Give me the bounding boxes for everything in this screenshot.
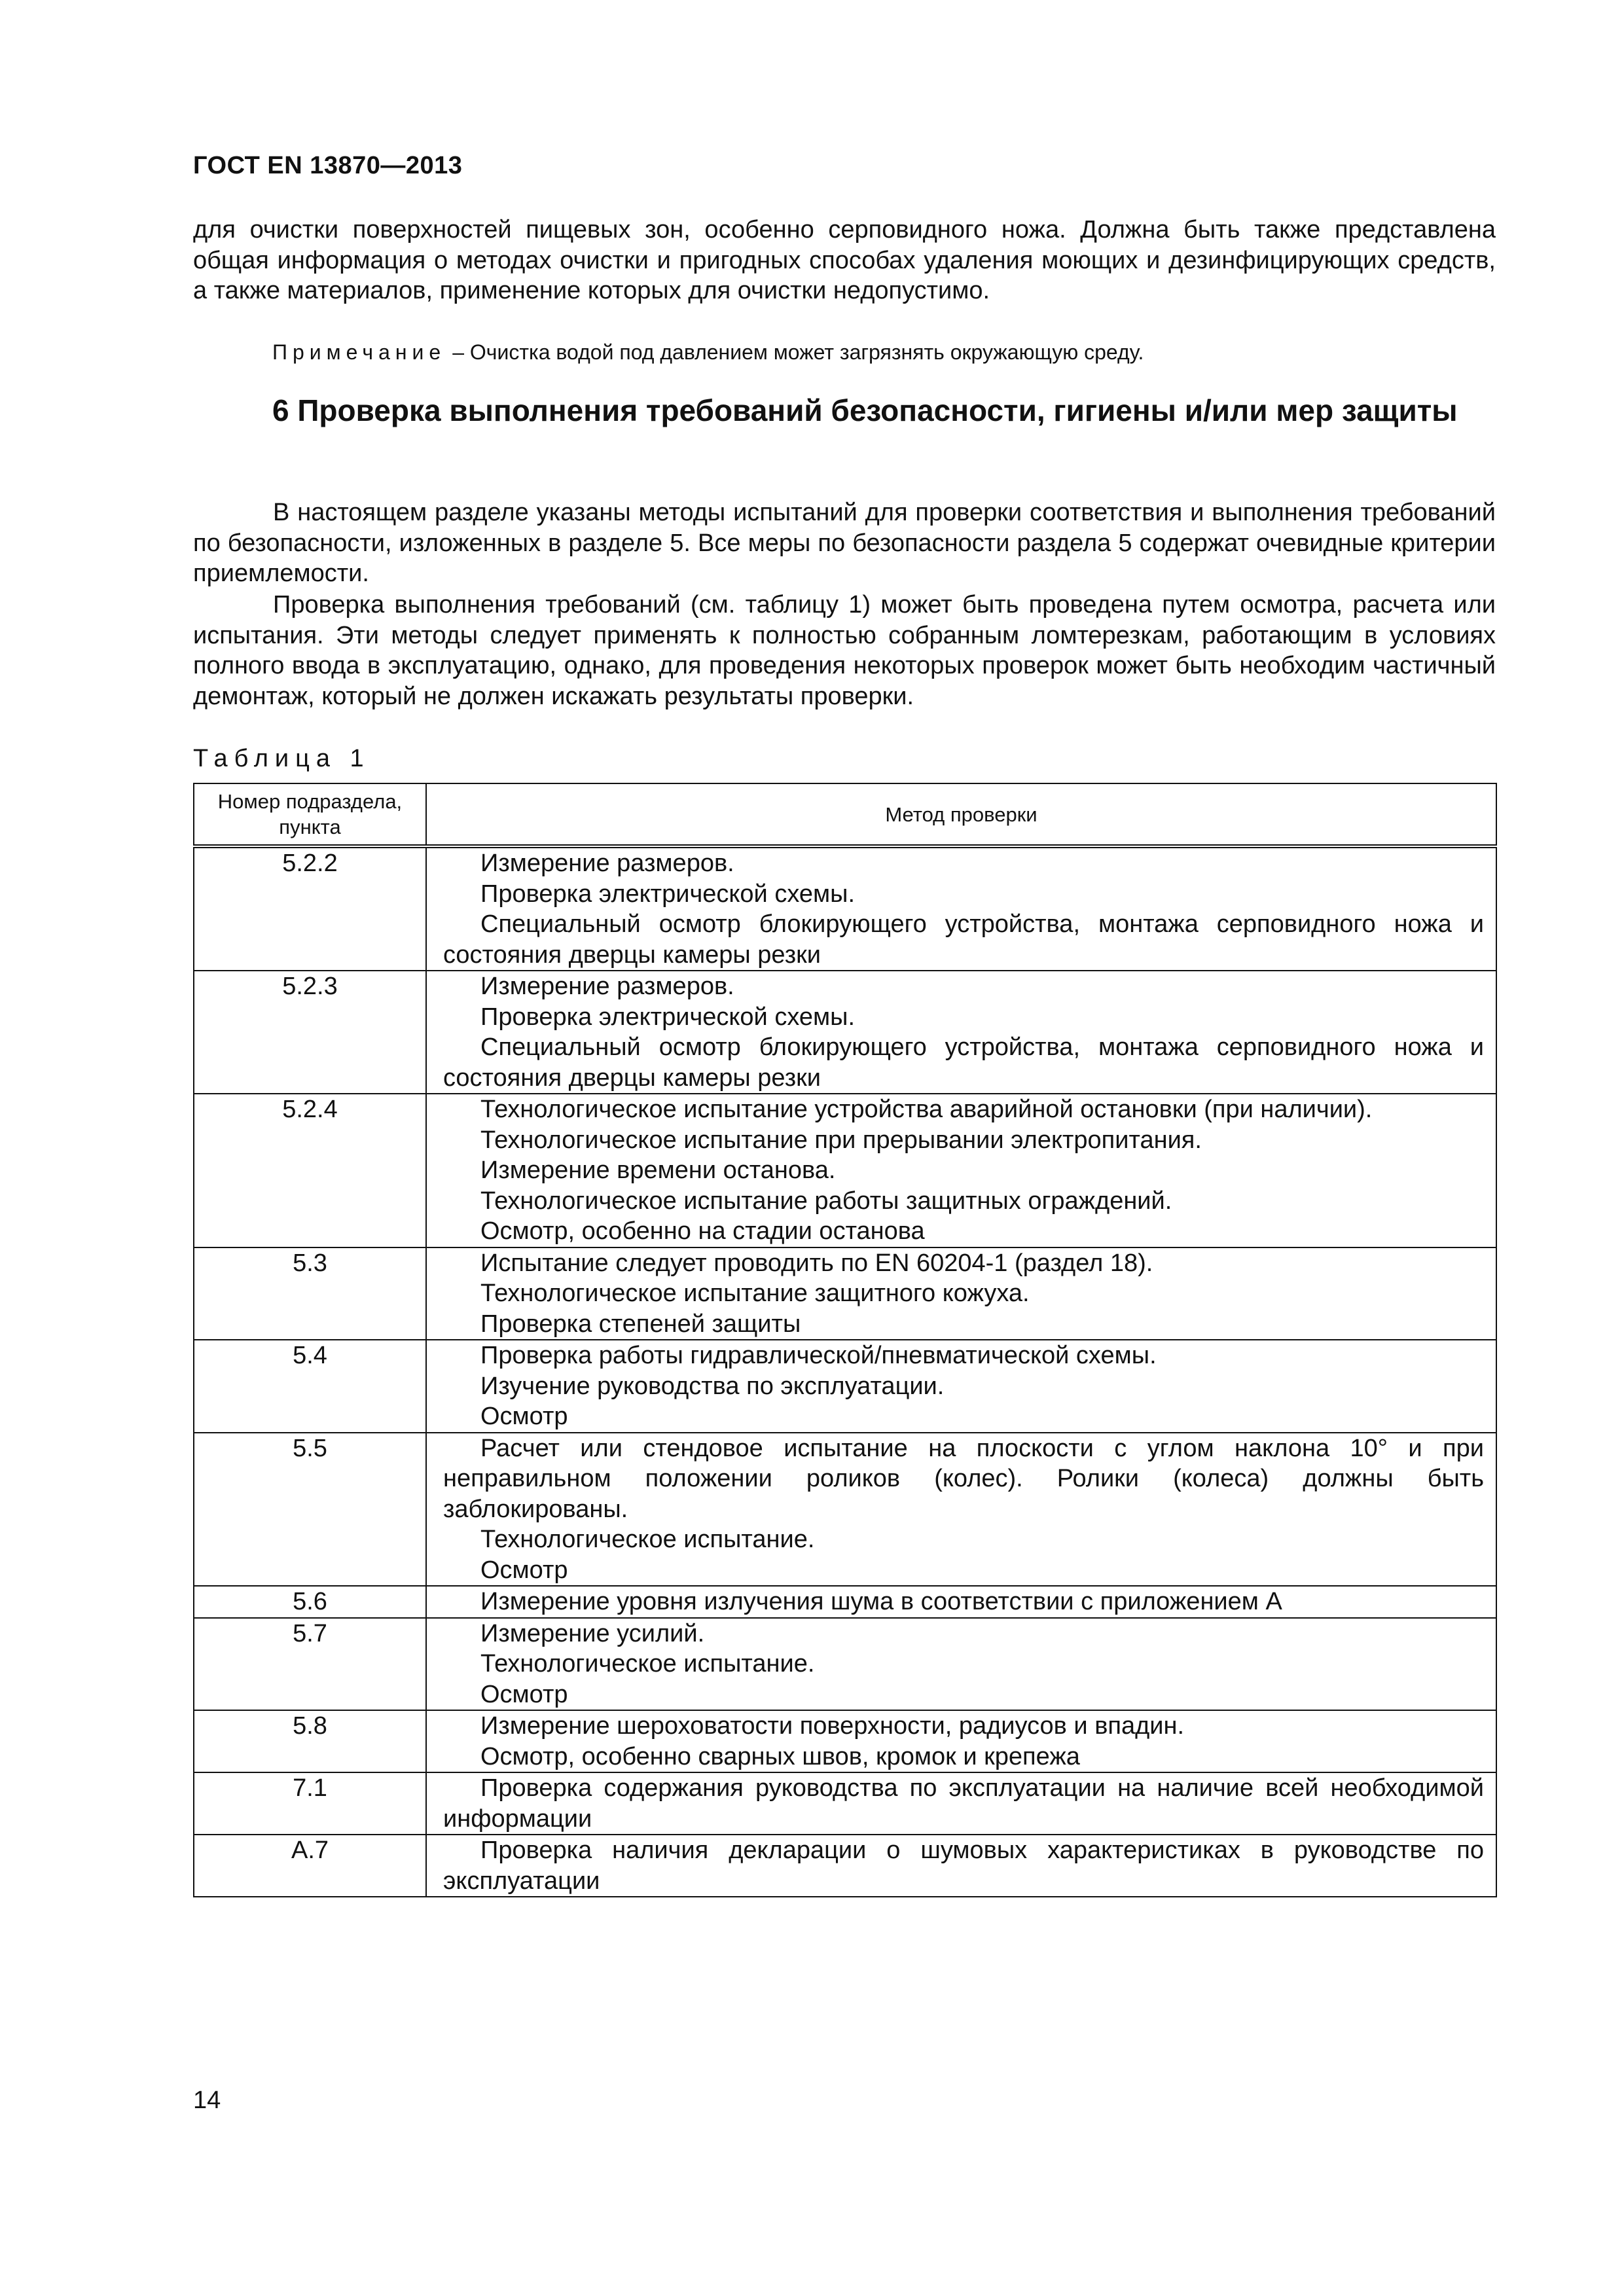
section-paragraph-1: В настоящем разделе указаны методы испытаний для проверки соответствия и выполнения требований по безопасности, изложенных в разделе 5. Все меры по безопасности раздела 5 содержат очевидные критерии приемлемости. — [193, 499, 1496, 587]
table-body — [194, 846, 1496, 1897]
method-line: Проверка работы гидравлической/пневматической схемы. — [480, 1342, 1157, 1369]
table-row — [194, 1094, 1496, 1247]
method-line: Проверка электрической схемы. — [480, 880, 856, 908]
verification-table — [193, 783, 1497, 1897]
row-method-cell — [426, 1247, 1496, 1340]
row-method-cell — [426, 1835, 1496, 1897]
method-line: Испытание следует проводить по EN 60204-1 (раздел 18). — [480, 1249, 1153, 1277]
method-line: Измерение времени останова. — [480, 1157, 836, 1184]
method-line: Специальный осмотр блокирующего устройства, монтажа серповидного ножа и состояния дверцы камеры резки — [443, 910, 1484, 969]
method-line: Измерение размеров. — [480, 973, 734, 1000]
method-line: Проверка содержания руководства по эксплуатации на наличие всей необходимой информации — [443, 1774, 1484, 1833]
table-caption: Таблица 1 — [193, 745, 370, 772]
section-paragraph-2: Проверка выполнения требований (см. таблицу 1) может быть проведена путем осмотра, расчета или испытания. Эти методы следует применять к полностью собранным ломтерезкам, работающим в условиях полного ввода в эксплуатацию, однако, для проведения некоторых проверок может быть необходим частичный демонтаж, который не должен искажать результаты проверки. — [193, 591, 1496, 710]
row-number-cell: 5.3 — [194, 1247, 426, 1340]
table-row — [194, 1247, 1496, 1340]
note — [272, 339, 1496, 365]
document-header: ГОСТ EN 13870—2013 — [193, 152, 463, 179]
table-row — [194, 1772, 1496, 1835]
row-method-cell — [426, 1710, 1496, 1772]
note-text: – Очистка водой под давлением может загрязнять окружающую среду. — [452, 340, 1144, 364]
row-number-cell: 5.5 — [194, 1433, 426, 1587]
row-method-cell — [426, 1340, 1496, 1433]
table-row — [194, 846, 1496, 971]
row-number-cell: 5.2.4 — [194, 1094, 426, 1247]
table-row — [194, 1835, 1496, 1897]
row-number-cell: 5.2.2 — [194, 846, 426, 971]
header-verification-method: Метод проверки — [426, 783, 1496, 846]
method-line: Осмотр — [480, 1680, 568, 1708]
row-method-cell — [426, 1433, 1496, 1587]
row-number-cell: 7.1 — [194, 1772, 426, 1835]
method-line: Осмотр — [480, 1403, 568, 1430]
row-method-cell — [426, 1618, 1496, 1711]
method-line: Технологическое испытание устройства аварийной остановки (при наличии). — [480, 1096, 1373, 1123]
row-method-cell — [426, 846, 1496, 971]
method-line: Расчет или стендовое испытание на плоскости с углом наклона 10° и при неправильном положении роликов (колес). Ролики (колеса) должны быть заблокированы. — [443, 1434, 1484, 1523]
method-line: Осмотр — [480, 1556, 568, 1584]
method-line: Изучение руководства по эксплуатации. — [480, 1372, 945, 1400]
row-number-cell: 5.8 — [194, 1710, 426, 1772]
note-label: Примечание — [272, 340, 446, 364]
method-line: Технологическое испытание при прерывании электропитания. — [480, 1126, 1202, 1154]
method-line: Проверка наличия декларации о шумовых характеристиках в руководстве по эксплуатации — [443, 1837, 1484, 1895]
header-subsection-number: Номер подраздела, пункта — [194, 783, 426, 846]
row-number-cell: 5.2.3 — [194, 971, 426, 1094]
row-method-cell — [426, 1586, 1496, 1618]
table-row — [194, 1618, 1496, 1711]
table-header-row — [194, 783, 1496, 846]
table-row — [194, 1710, 1496, 1772]
method-line: Осмотр, особенно на стадии останова — [480, 1217, 925, 1245]
table-row — [194, 1433, 1496, 1587]
section-title: 6 Проверка выполнения требований безопасности, гигиены и/или мер защиты — [272, 393, 1458, 427]
table-row — [194, 971, 1496, 1094]
method-line: Технологическое испытание работы защитных ограждений. — [480, 1187, 1172, 1215]
row-method-cell — [426, 971, 1496, 1094]
row-number-cell: А.7 — [194, 1835, 426, 1897]
method-line: Измерение размеров. — [480, 850, 734, 877]
method-line: Осмотр, особенно сварных швов, кромок и крепежа — [480, 1742, 1080, 1770]
row-method-cell — [426, 1772, 1496, 1835]
method-line: Специальный осмотр блокирующего устройства, монтажа серповидного ножа и состояния дверцы камеры резки — [443, 1033, 1484, 1092]
method-line: Проверка электрической схемы. — [480, 1003, 856, 1031]
table-row — [194, 1586, 1496, 1618]
method-line: Проверка степеней защиты — [480, 1310, 801, 1338]
row-number-cell: 5.4 — [194, 1340, 426, 1433]
method-line: Измерение усилий. — [480, 1619, 705, 1647]
intro-paragraph: для очистки поверхностей пищевых зон, особенно серповидного ножа. Должна быть также представлена общая информация о методах очистки и пригодных способах удаления моющих и дезинфицирующих средств, а также материалов, применение которых для очистки недопустимо. — [193, 216, 1496, 304]
table-row — [194, 1340, 1496, 1433]
row-number-cell: 5.6 — [194, 1586, 426, 1618]
method-line: Измерение уровня излучения шума в соответствии с приложением А — [480, 1588, 1282, 1615]
row-number-cell: 5.7 — [194, 1618, 426, 1711]
method-line: Технологическое испытание. — [480, 1650, 815, 1677]
method-line: Измерение шероховатости поверхности, радиусов и впадин. — [480, 1712, 1185, 1740]
method-line: Технологическое испытание защитного кожуха. — [480, 1280, 1030, 1307]
row-method-cell — [426, 1094, 1496, 1247]
page-number: 14 — [193, 2087, 221, 2114]
method-line: Технологическое испытание. — [480, 1526, 815, 1553]
